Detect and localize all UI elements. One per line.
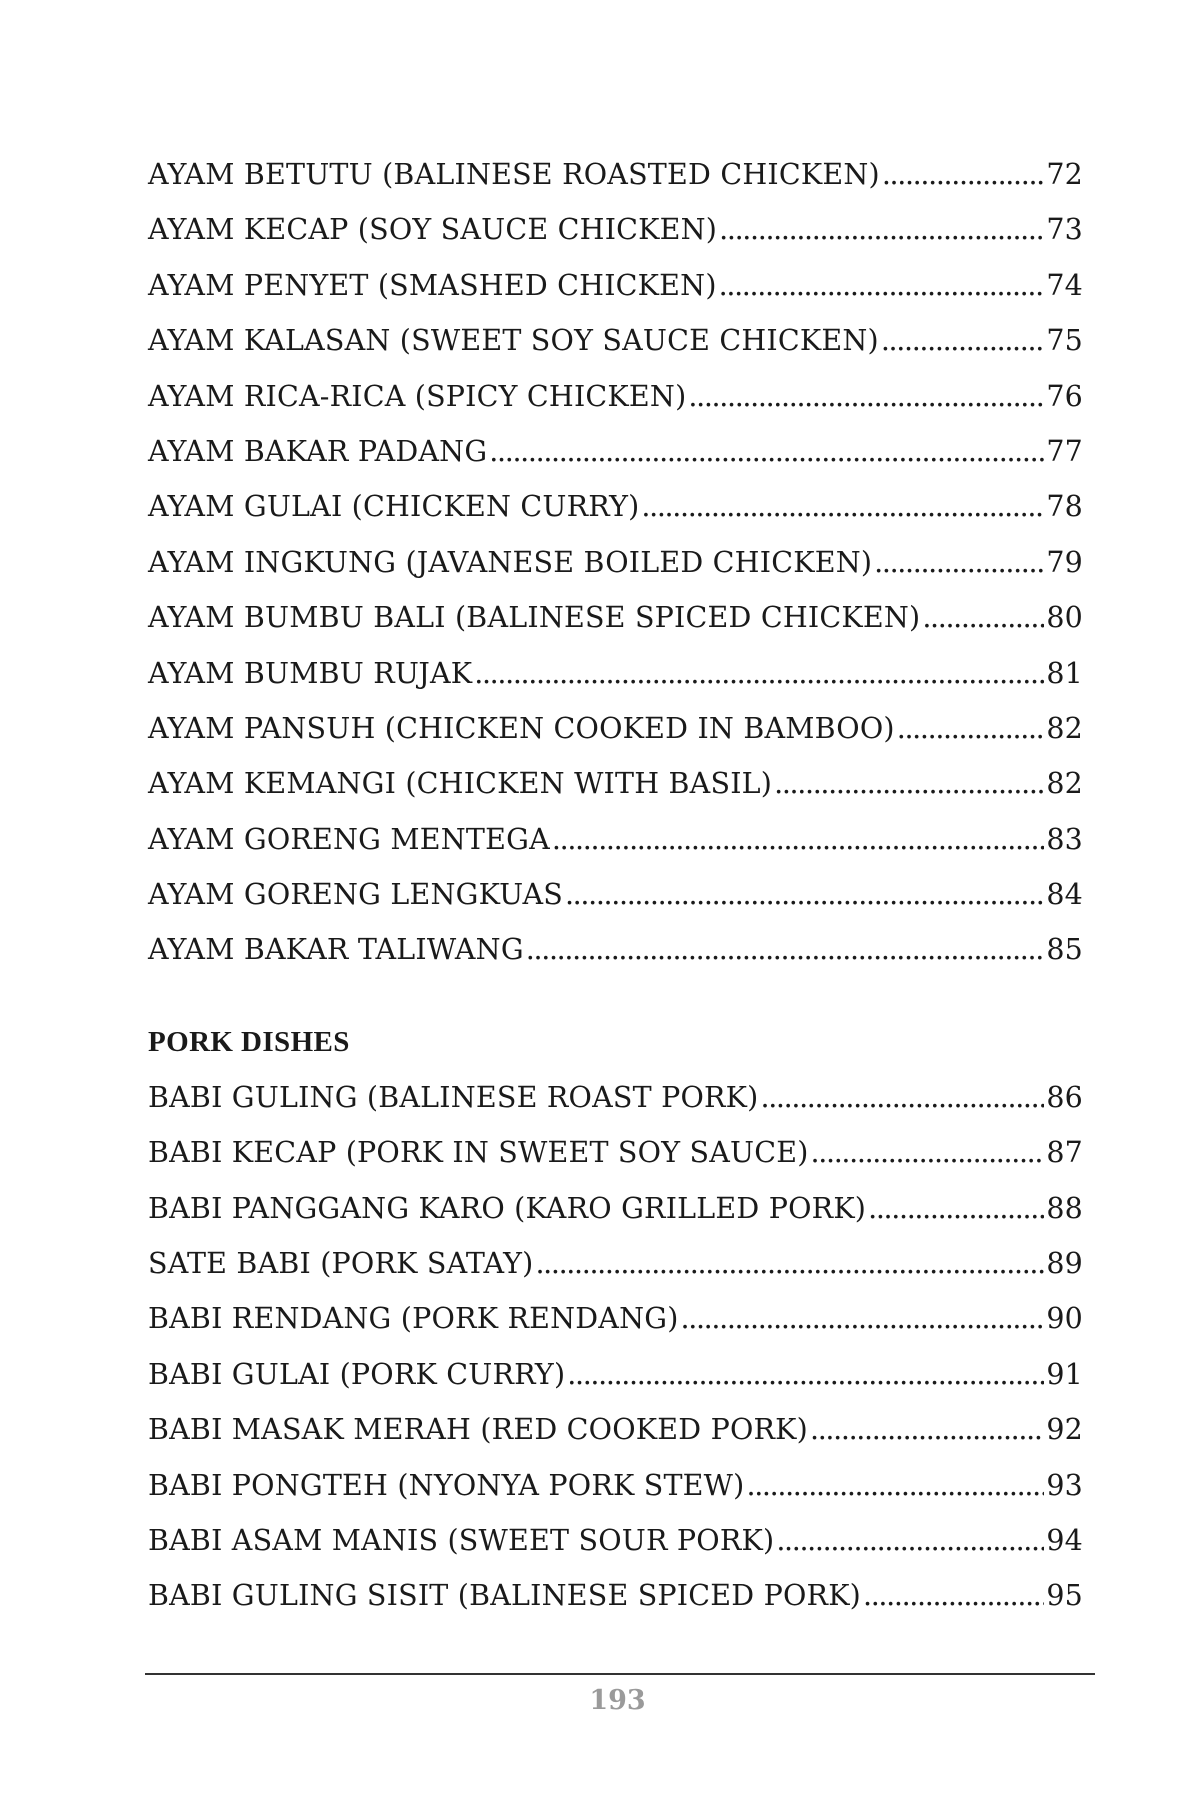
- toc-entry-page-number: 92: [1046, 1413, 1083, 1447]
- toc-entry[interactable]: [148, 1247, 1083, 1302]
- toc-entry[interactable]: [148, 878, 1083, 933]
- dot-leader: [761, 1081, 1045, 1114]
- toc-entry-title: BABI PANGGANG KARO (KARO GRILLED PORK): [148, 1191, 867, 1225]
- toc-entry[interactable]: [148, 435, 1083, 490]
- toc-entry-page-number: 80: [1046, 601, 1083, 635]
- pork-entries-list: [148, 1081, 1083, 1635]
- toc-entry[interactable]: [148, 158, 1083, 213]
- toc-entry[interactable]: [148, 823, 1083, 878]
- toc-entry-page-number: 89: [1046, 1247, 1083, 1281]
- toc-entry[interactable]: [148, 712, 1083, 767]
- dot-leader: [567, 1358, 1044, 1391]
- toc-entry-title: AYAM KEMANGI (CHICKEN WITH BASIL): [148, 767, 773, 801]
- toc-entry-page-number: 75: [1046, 324, 1083, 358]
- toc-entry-title: AYAM PANSUH (CHICKEN COOKED IN BAMBOO): [148, 711, 895, 745]
- toc-entry-title: AYAM PENYET (SMASHED CHICKEN): [148, 268, 717, 302]
- toc-entry-page-number: 85: [1046, 933, 1083, 967]
- toc-entry[interactable]: [148, 1192, 1083, 1247]
- toc-entry[interactable]: [148, 1413, 1083, 1468]
- toc-entry-page-number: 78: [1046, 490, 1083, 524]
- dot-leader: [526, 933, 1045, 966]
- toc-entry-title: AYAM BAKAR PADANG: [148, 434, 488, 468]
- dot-leader: [719, 213, 1044, 246]
- toc-entry-page-number: 84: [1046, 878, 1083, 912]
- toc-entry-page-number: 76: [1046, 379, 1083, 413]
- toc-entry-title: BABI GULING SISIT (BALINESE SPICED PORK): [148, 1579, 861, 1613]
- toc-entry-title: BABI GULING (BALINESE ROAST PORK): [148, 1080, 759, 1114]
- dot-leader: [688, 380, 1044, 413]
- dot-leader: [810, 1413, 1044, 1446]
- toc-entry-page-number: 87: [1046, 1136, 1083, 1170]
- toc-entry-title: AYAM GULAI (CHICKEN CURRY): [148, 490, 640, 524]
- toc-entry-title: BABI MASAK MERAH (RED COOKED PORK): [148, 1413, 808, 1447]
- toc-entry[interactable]: [148, 1524, 1083, 1579]
- toc-entry-page-number: 95: [1046, 1579, 1083, 1613]
- toc-entry[interactable]: [148, 1081, 1083, 1136]
- toc-entry[interactable]: [148, 546, 1083, 601]
- toc-entry-page-number: 83: [1046, 822, 1083, 856]
- toc-entry-title: AYAM KECAP (SOY SAUCE CHICKEN): [148, 213, 718, 247]
- toc-entry-page-number: 82: [1046, 711, 1083, 745]
- chicken-entries-list: [148, 158, 1083, 989]
- dot-leader: [776, 1524, 1044, 1557]
- toc-entry-page-number: 81: [1046, 656, 1083, 690]
- toc-entry-title: AYAM INGKUNG (JAVANESE BOILED CHICKEN): [148, 545, 873, 579]
- page-number: 193: [589, 1685, 646, 1716]
- toc-entry-page-number: 79: [1046, 545, 1083, 579]
- toc-entry[interactable]: [148, 269, 1083, 324]
- toc-entry-title: BABI KECAP (PORK IN SWEET SOY SAUCE): [148, 1136, 809, 1170]
- toc-entry-title: BABI GULAI (PORK CURRY): [148, 1357, 566, 1391]
- toc-entry[interactable]: [148, 213, 1083, 268]
- toc-entry[interactable]: [148, 657, 1083, 712]
- toc-entry-page-number: 94: [1046, 1523, 1083, 1557]
- dot-leader: [489, 435, 1044, 468]
- dot-leader: [868, 1192, 1044, 1225]
- toc-entry-page-number: 93: [1046, 1468, 1083, 1502]
- dot-leader: [681, 1302, 1045, 1335]
- toc-entry[interactable]: [148, 1302, 1083, 1357]
- toc-entry-title: BABI PONGTEH (NYONYA PORK STEW): [148, 1468, 745, 1502]
- toc-entry[interactable]: [148, 601, 1083, 656]
- toc-entry-title: AYAM BUMBU BALI (BALINESE SPICED CHICKEN): [148, 601, 921, 635]
- section-heading-pork: PORK DISHES: [148, 1025, 350, 1058]
- toc-entry-title: AYAM GORENG MENTEGA: [148, 822, 550, 856]
- dot-leader: [881, 324, 1044, 357]
- toc-entry-page-number: 86: [1046, 1080, 1083, 1114]
- dot-leader: [863, 1579, 1044, 1612]
- toc-entry[interactable]: [148, 1469, 1083, 1524]
- toc-entry-title: BABI ASAM MANIS (SWEET SOUR PORK): [148, 1523, 775, 1557]
- toc-entry-title: AYAM BETUTU (BALINESE ROASTED CHICKEN): [148, 158, 880, 191]
- dot-leader: [565, 878, 1044, 911]
- toc-entry-page-number: 90: [1046, 1302, 1083, 1336]
- toc-entry-title: BABI RENDANG (PORK RENDANG): [148, 1302, 679, 1336]
- dot-leader: [552, 823, 1044, 856]
- toc-entry-page-number: 74: [1046, 268, 1083, 302]
- toc-entry-page-number: 73: [1046, 213, 1083, 247]
- toc-entry-title: AYAM BUMBU RUJAK: [148, 656, 473, 690]
- toc-entry[interactable]: [148, 933, 1083, 988]
- dot-leader: [774, 767, 1044, 800]
- toc-entry-page-number: 88: [1046, 1191, 1083, 1225]
- toc-entry-title: AYAM BAKAR TALIWANG: [148, 933, 524, 967]
- toc-entry-title: AYAM KALASAN (SWEET SOY SAUCE CHICKEN): [148, 324, 879, 358]
- dot-leader: [719, 269, 1045, 302]
- toc-entry[interactable]: [148, 380, 1083, 435]
- dot-leader: [746, 1469, 1044, 1502]
- toc-entry-page-number: 72: [1046, 158, 1083, 191]
- toc-entry[interactable]: [148, 767, 1083, 822]
- table-of-contents: [148, 158, 1083, 1635]
- toc-entry-title: AYAM RICA-RICA (SPICY CHICKEN): [148, 379, 687, 413]
- toc-entry-page-number: 91: [1046, 1357, 1083, 1391]
- dot-leader: [922, 601, 1044, 634]
- dot-leader: [641, 490, 1044, 523]
- dot-leader: [882, 158, 1045, 191]
- toc-entry[interactable]: [148, 324, 1083, 379]
- toc-entry-title: AYAM GORENG LENGKUAS: [148, 878, 563, 912]
- toc-entry[interactable]: [148, 1136, 1083, 1191]
- toc-entry-title: SATE BABI (PORK SATAY): [148, 1247, 534, 1281]
- toc-entry[interactable]: [148, 1358, 1083, 1413]
- dot-leader: [897, 712, 1045, 745]
- dot-leader: [535, 1247, 1044, 1280]
- dot-leader: [874, 546, 1044, 579]
- dot-leader: [811, 1136, 1045, 1169]
- toc-entry[interactable]: [148, 1579, 1083, 1634]
- toc-entry-page-number: 77: [1046, 434, 1083, 468]
- footer-divider: [145, 1673, 1095, 1675]
- dot-leader: [474, 657, 1044, 690]
- toc-entry-page-number: 82: [1046, 767, 1083, 801]
- toc-entry[interactable]: [148, 490, 1083, 545]
